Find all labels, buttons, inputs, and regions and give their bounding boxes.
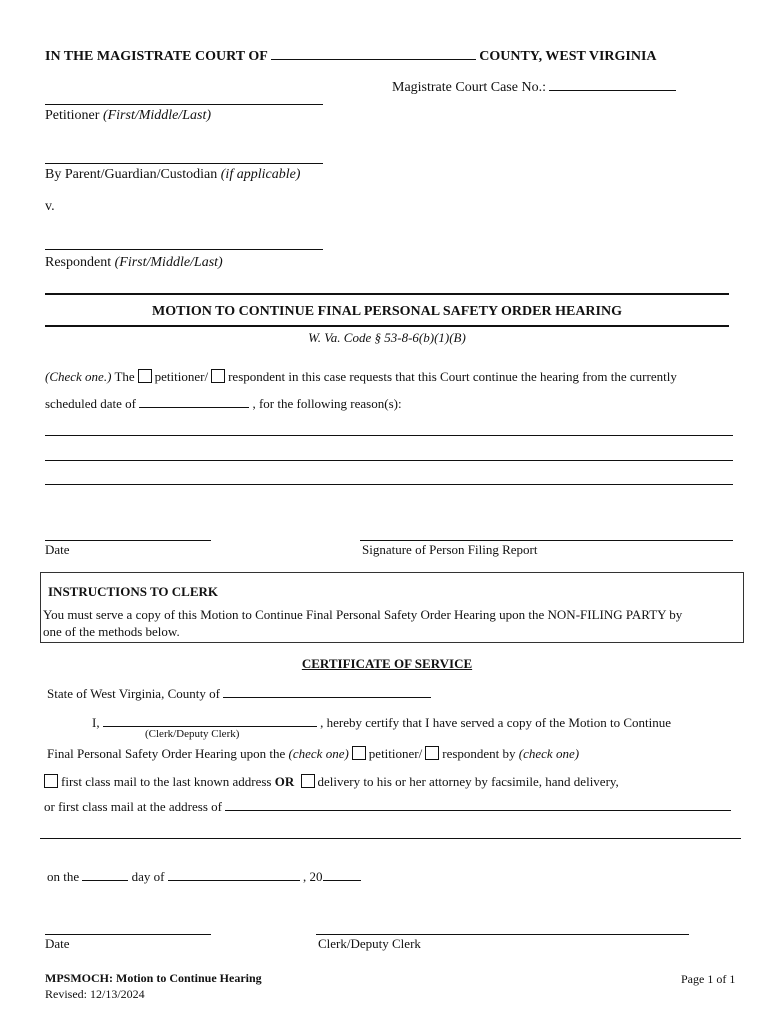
clerk-hint: (Clerk/Deputy Clerk)	[145, 728, 240, 740]
mail-method-checkbox[interactable]	[44, 774, 58, 788]
guardian-name-field[interactable]	[45, 163, 323, 164]
petitioner-caption	[45, 108, 211, 124]
instructions-line-2: one of the methods below.	[43, 624, 180, 639]
service-method-row	[44, 774, 619, 790]
clerk-name-field[interactable]	[103, 714, 317, 727]
respondent-hint: (First/Middle/Last)	[114, 255, 223, 270]
year-prefix-label: , 20	[303, 869, 323, 884]
motion-requester-row	[45, 369, 677, 385]
instructions-heading: INSTRUCTIONS TO CLERK	[48, 584, 219, 599]
case-number-row	[392, 78, 676, 96]
county-field[interactable]	[271, 47, 476, 60]
reason-line-3[interactable]	[45, 484, 733, 485]
filing-date-label: Date	[45, 542, 70, 557]
respondent-option-label: respondent in this case requests that this Court continue the hearing from the currently	[228, 369, 677, 384]
form-title: MOTION TO CONTINUE FINAL PERSONAL SAFETY ORDER HEARING	[152, 304, 622, 319]
respondent-name-field[interactable]	[45, 249, 323, 250]
scheduled-date-row	[45, 395, 402, 412]
scheduled-date-label: scheduled date of	[45, 396, 136, 411]
check-one-hint-3: (check one)	[518, 746, 580, 761]
mail-method-label: first class mail to the last known address	[61, 774, 272, 789]
address-label: or first class mail at the address of	[44, 799, 222, 814]
service-date-row	[47, 868, 361, 885]
certificate-heading: CERTIFICATE OF SERVICE	[301, 656, 473, 671]
address-field[interactable]	[225, 798, 731, 811]
year-field[interactable]	[323, 868, 361, 881]
served-petitioner-checkbox[interactable]	[352, 746, 366, 760]
day-of-label: day of	[131, 869, 165, 884]
clerk-signature-field[interactable]	[316, 934, 689, 935]
served-respondent-checkbox[interactable]	[425, 746, 439, 760]
page-number: Page 1 of 1	[681, 972, 736, 986]
service-date-label: Date	[45, 936, 70, 951]
form-id: MPSMOCH: Motion to Continue Hearing	[45, 971, 262, 985]
revision-date: Revised: 12/13/2024	[45, 987, 145, 1001]
delivery-method-label: delivery to his or her attorney by facsimile, hand delivery,	[317, 774, 619, 789]
instructions-box	[40, 572, 744, 643]
guardian-hint: (if applicable)	[220, 167, 301, 182]
check-one-hint: (Check one.)	[45, 369, 112, 384]
delivery-method-checkbox[interactable]	[301, 774, 315, 788]
check-one-hint-2: (check one)	[288, 746, 349, 761]
title-rule-bottom	[45, 325, 729, 327]
served-respondent-label: respondent by	[442, 746, 516, 761]
i-label: I,	[92, 715, 100, 730]
clerk-signature-label: Clerk/Deputy Clerk	[318, 936, 421, 951]
served-party-row	[47, 746, 579, 762]
court-prefix: IN THE MAGISTRATE COURT OF	[45, 49, 268, 64]
the-label: The	[114, 369, 135, 384]
or-label: OR	[274, 774, 295, 789]
county-of-service-field[interactable]	[223, 685, 431, 698]
guardian-label: By Parent/Guardian/Custodian	[45, 167, 218, 182]
petitioner-option-label: petitioner/	[154, 369, 209, 384]
reason-line-2[interactable]	[45, 460, 733, 461]
state-county-label: State of West Virginia, County of	[47, 686, 220, 701]
month-field[interactable]	[168, 868, 300, 881]
respondent-checkbox[interactable]	[211, 369, 225, 383]
court-suffix: COUNTY, WEST VIRGINIA	[479, 49, 657, 64]
scheduled-date-field[interactable]	[139, 395, 249, 408]
case-number-label: Magistrate Court Case No.:	[392, 80, 546, 95]
served-petitioner-label: petitioner/	[368, 746, 423, 761]
final-hearing-text: Final Personal Safety Order Hearing upon the	[47, 746, 286, 761]
court-heading	[45, 47, 657, 65]
title-rule-top	[45, 293, 729, 295]
statute-citation: W. Va. Code § 53-8-6(b)(1)(B)	[308, 330, 466, 345]
versus-label: v.	[45, 199, 55, 214]
petitioner-hint: (First/Middle/Last)	[102, 108, 212, 123]
respondent-caption	[45, 255, 223, 271]
address-line-2[interactable]	[40, 838, 741, 839]
filer-signature-field[interactable]	[360, 540, 733, 541]
service-date-field[interactable]	[45, 934, 211, 935]
reasons-label: , for the following reason(s):	[252, 396, 402, 411]
petitioner-label: Petitioner	[45, 108, 100, 123]
address-row	[44, 798, 731, 815]
instructions-line-1: You must serve a copy of this Motion to Continue Final Personal Safety Order Hearing upon the NON-FILING PARTY by	[43, 607, 683, 622]
case-number-field[interactable]	[549, 78, 676, 91]
guardian-caption	[45, 167, 300, 183]
reason-line-1[interactable]	[45, 435, 733, 436]
respondent-label: Respondent	[45, 255, 112, 270]
petitioner-checkbox[interactable]	[138, 369, 152, 383]
petitioner-name-field[interactable]	[45, 104, 323, 105]
filing-date-field[interactable]	[45, 540, 211, 541]
state-county-row	[47, 685, 431, 702]
on-the-label: on the	[47, 869, 80, 884]
filer-signature-label: Signature of Person Filing Report	[362, 542, 538, 557]
day-field[interactable]	[82, 868, 128, 881]
certify-text: , hereby certify that I have served a copy of the Motion to Continue	[320, 715, 671, 730]
